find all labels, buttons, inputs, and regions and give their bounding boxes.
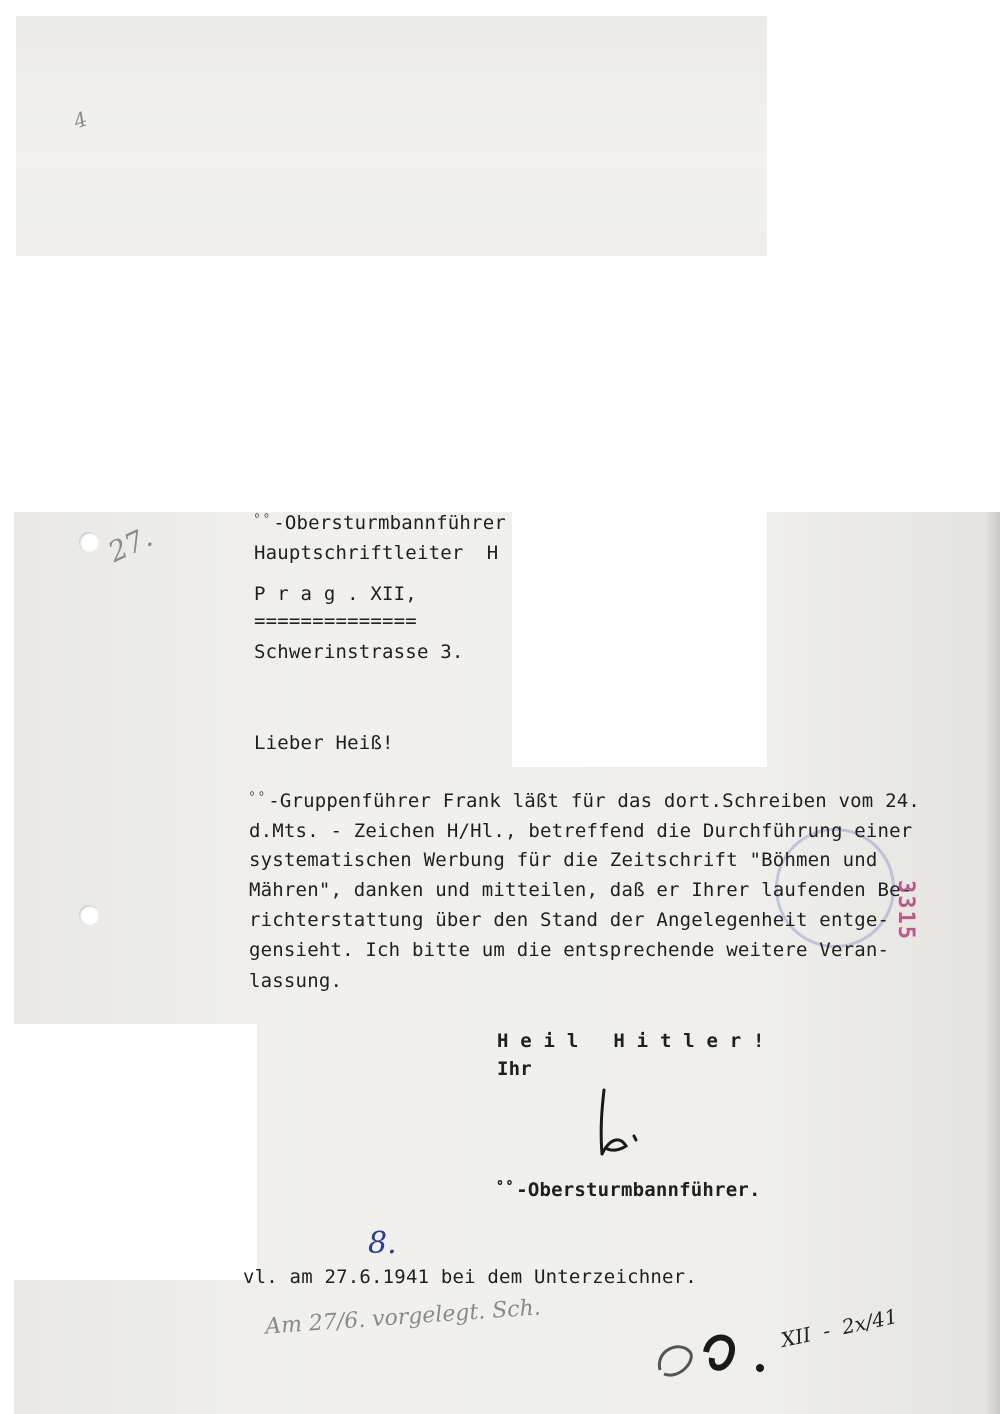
- closing-greeting: H e i l H i t l e r !: [497, 1030, 765, 1052]
- top-paper-fragment: [16, 16, 767, 256]
- body-line-5: richterstattung über den Stand der Angelegenheit entge-: [249, 909, 890, 931]
- date-mark: 27.: [103, 520, 158, 569]
- punch-hole-top: [79, 532, 99, 552]
- recipient-city: P r a g . XII,: [254, 583, 417, 605]
- handwritten-signature: [590, 1088, 650, 1168]
- red-stamp-number: 3315: [893, 880, 918, 941]
- paper-edge-shadow: [985, 512, 1000, 1414]
- pencil-mark-top: 4: [70, 106, 91, 134]
- body-line-6: gensieht. Ich bitte um die entsprechende weitere Veran-: [249, 939, 890, 961]
- redaction-block-top: [512, 512, 767, 767]
- closing-ihr: Ihr: [497, 1058, 532, 1080]
- registry-number: XII - 2x/41: [778, 1303, 900, 1353]
- body-line-2: d.Mts. - Zeichen H/Hl., betreffend die Durchführung einer: [249, 820, 913, 842]
- body-line-1: ﾟﾟ-Gruppenführer Frank läßt für das dort.Schreiben vom 24.: [249, 790, 920, 812]
- blue-correction-mark: 8.: [368, 1226, 397, 1261]
- city-underline: ==============: [254, 610, 417, 632]
- redaction-block-bottom: [0, 1024, 257, 1280]
- recipient-line-2: Hauptschriftleiter H: [254, 542, 499, 564]
- body-line-3: systematischen Werbung für die Zeitschrift "Böhmen und: [249, 849, 878, 871]
- salutation: Lieber Heiß!: [254, 732, 394, 754]
- punch-hole-middle: [79, 905, 99, 925]
- body-line-4: Mähren", danken und mitteilen, daß er Ihrer laufenden Be-: [249, 879, 913, 901]
- body-line-7: lassung.: [249, 970, 343, 992]
- recipient-street: Schwerinstrasse 3.: [254, 641, 464, 663]
- recipient-line-1: ﾟﾟ-Obersturmbannführer: [254, 512, 506, 534]
- signatory-rank: ﾟﾟ-Obersturmbannführer.: [497, 1179, 761, 1201]
- pencil-note: Am 27/6. vorgelegt. Sch.: [264, 1295, 542, 1340]
- footer-line: vl. am 27.6.1941 bei dem Unterzeichner.: [243, 1266, 697, 1288]
